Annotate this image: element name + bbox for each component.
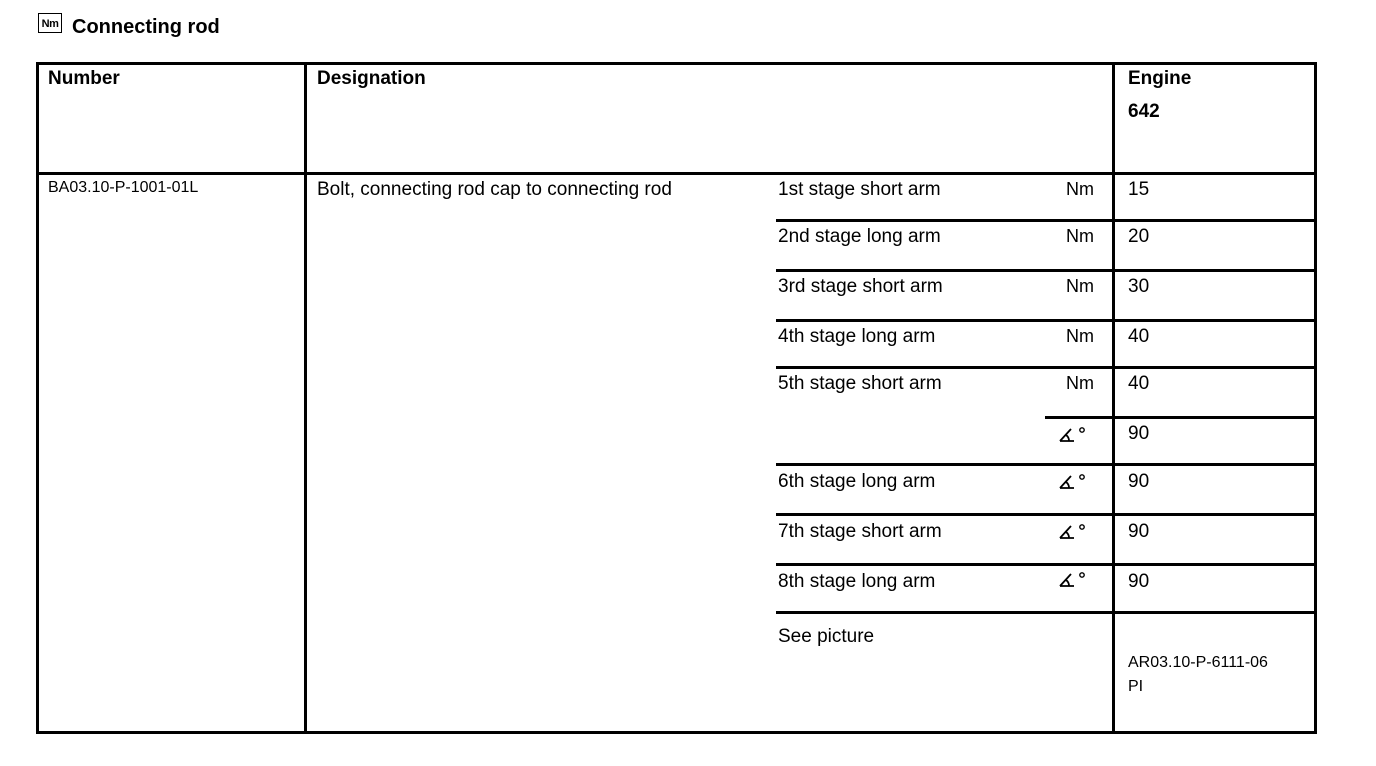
stage-value: 90 xyxy=(1128,521,1150,542)
angle-degree-icon xyxy=(1058,472,1088,490)
stage-unit: Nm xyxy=(1066,373,1094,393)
table-border-left xyxy=(36,62,39,734)
row-divider xyxy=(776,611,1317,614)
picture-reference-suffix[interactable]: PI xyxy=(1128,678,1144,695)
row-divider xyxy=(776,563,1317,566)
stage-label: 1st stage short arm xyxy=(778,179,941,200)
stage-value: 20 xyxy=(1128,226,1150,247)
row-divider xyxy=(776,513,1317,516)
header-engine-model: 642 xyxy=(1128,101,1160,122)
stage-value: 40 xyxy=(1128,373,1150,394)
row-divider xyxy=(776,463,1317,466)
header-engine: Engine xyxy=(1128,68,1192,89)
stage-unit: Nm xyxy=(1066,276,1094,296)
row-divider xyxy=(1045,416,1317,419)
stage-label: 7th stage short arm xyxy=(778,521,942,542)
row-divider xyxy=(776,366,1317,369)
stage-value: 30 xyxy=(1128,276,1150,297)
stage-value: 40 xyxy=(1128,326,1150,347)
stage-label: 6th stage long arm xyxy=(778,471,936,492)
angle-degree-icon xyxy=(1058,570,1088,588)
row-designation: Bolt, connecting rod cap to connecting rod xyxy=(317,179,672,200)
see-picture-label: See picture xyxy=(778,626,875,647)
table-border-right xyxy=(1314,62,1317,734)
stage-unit: Nm xyxy=(1066,179,1094,199)
stage-label: 3rd stage short arm xyxy=(778,276,943,297)
stage-value: 15 xyxy=(1128,179,1150,200)
stage-unit: Nm xyxy=(1066,226,1094,246)
stage-value: 90 xyxy=(1128,571,1150,592)
page-title: Connecting rod xyxy=(72,16,220,38)
row-divider xyxy=(776,319,1317,322)
stage-label: 5th stage short arm xyxy=(778,373,942,394)
header-designation: Designation xyxy=(317,68,426,89)
angle-degree-icon xyxy=(1058,425,1088,443)
stage-value: 90 xyxy=(1128,471,1150,492)
row-number: BA03.10-P-1001-01L xyxy=(48,179,199,196)
stage-label: 2nd stage long arm xyxy=(778,226,941,247)
stage-unit: Nm xyxy=(1066,326,1094,346)
nm-torque-icon: Nm xyxy=(38,13,62,33)
picture-reference-link[interactable]: AR03.10-P-6111-06 xyxy=(1128,654,1268,671)
stage-value: 90 xyxy=(1128,423,1150,444)
table-border-top xyxy=(36,62,1317,65)
row-divider xyxy=(776,219,1317,222)
row-divider xyxy=(776,269,1317,272)
col-divider-1 xyxy=(304,62,307,734)
header-number: Number xyxy=(48,68,120,89)
col-divider-2 xyxy=(1112,62,1115,734)
angle-degree-icon xyxy=(1058,522,1088,540)
table-border-bottom xyxy=(36,731,1317,734)
stage-label: 4th stage long arm xyxy=(778,326,936,347)
stage-label: 8th stage long arm xyxy=(778,571,936,592)
header-divider xyxy=(36,172,1317,175)
